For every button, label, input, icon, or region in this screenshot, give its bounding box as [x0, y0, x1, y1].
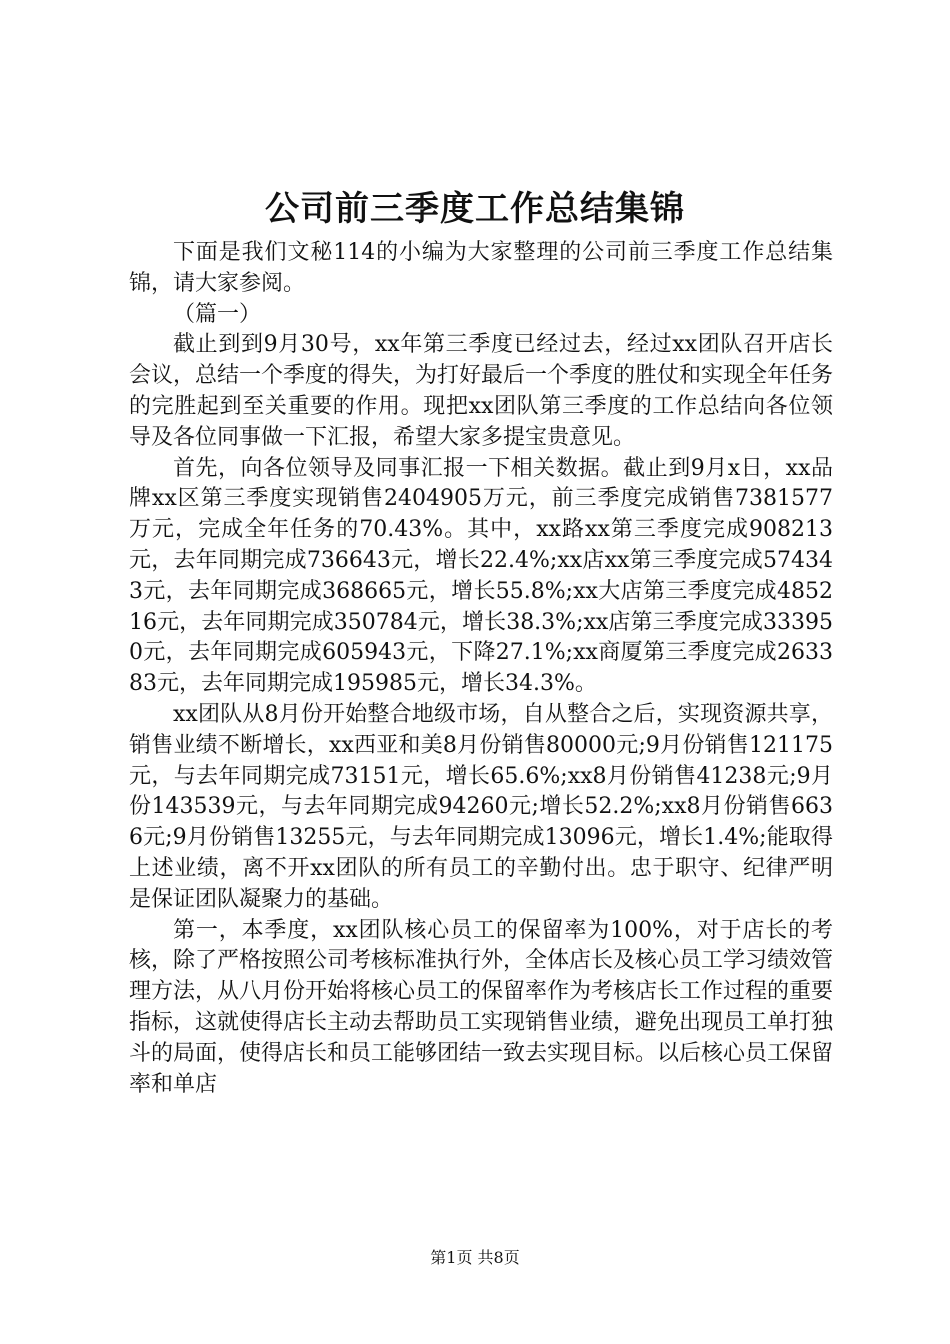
paragraph-intro: 下面是我们文秘114的小编为大家整理的公司前三季度工作总结集锦，请大家参阅。: [129, 240, 833, 296]
paragraph-section-label: （篇一）: [173, 301, 262, 327]
paragraph-sales-data: 首先，向各位领导及同事汇报一下相关数据。截止到9月x日，xx品牌xx区第三季度实现销售2404905万元，前三季度完成销售7381577万元，完成全年任务的70.43%。其中，xx路xx第三季度完成908213元，去年同期完成736643元，增长22.4%;xx店xx第三季度完成574343元，去年同期完成368665元，增长55.8%;xx大店第三季度完成485216元，去年同期完成350784元，增长38.3%;xx店第三季度完成333950元，去年同期完成605943元，下降27.1%;xx商厦第三季度完成263383元，去年同期完成195985元，增长34.3%。: [129, 455, 833, 697]
paragraph-summary: 截止到到9月30号，xx年第三季度已经过去，经过xx团队召开店长会议，总结一个季度的得失，为打好最后一个季度的胜仗和实现全年任务的完胜起到至关重要的作用。现把xx团队第三季度的工作总结向各位领导及各位同事做一下汇报，希望大家多提宝贵意见。: [129, 332, 834, 450]
document-body: [129, 238, 833, 1100]
document-title: 公司前三季度工作总结集锦: [265, 189, 685, 229]
paragraph-first-point: 第一，本季度，xx团队核心员工的保留率为100%，对于店长的考核，除了严格按照公司考核标准执行外，全体店长及核心员工学习绩效管理方法，从八月份开始将核心员工的保留率作为考核店长工作过程的重要指标，这就使得店长主动去帮助员工实现销售业绩，避免出现员工单打独斗的局面，使得店长和员工能够团结一致去实现目标。以后核心员工保留率和单店: [129, 917, 834, 1097]
page-footer: 第1页 共8页: [430, 1248, 520, 1267]
paragraph-team-integration: xx团队从8月份开始整合地级市场，自从整合之后，实现资源共享，销售业绩不断增长，xx西亚和美8月份销售80000元;9月份销售121175元，与去年同期完成73151元，增长65.6%;xx8月份销售41238元;9月份143539元，与去年同期完成94260元;增长52.2%;xx8月份销售6636元;9月份销售13255元，与去年同期完成13096元，增长1.4%;能取得上述业绩，离不开xx团队的所有员工的辛勤付出。忠于职守、纪律严明是保证团队凝聚力的基础。: [129, 701, 833, 912]
